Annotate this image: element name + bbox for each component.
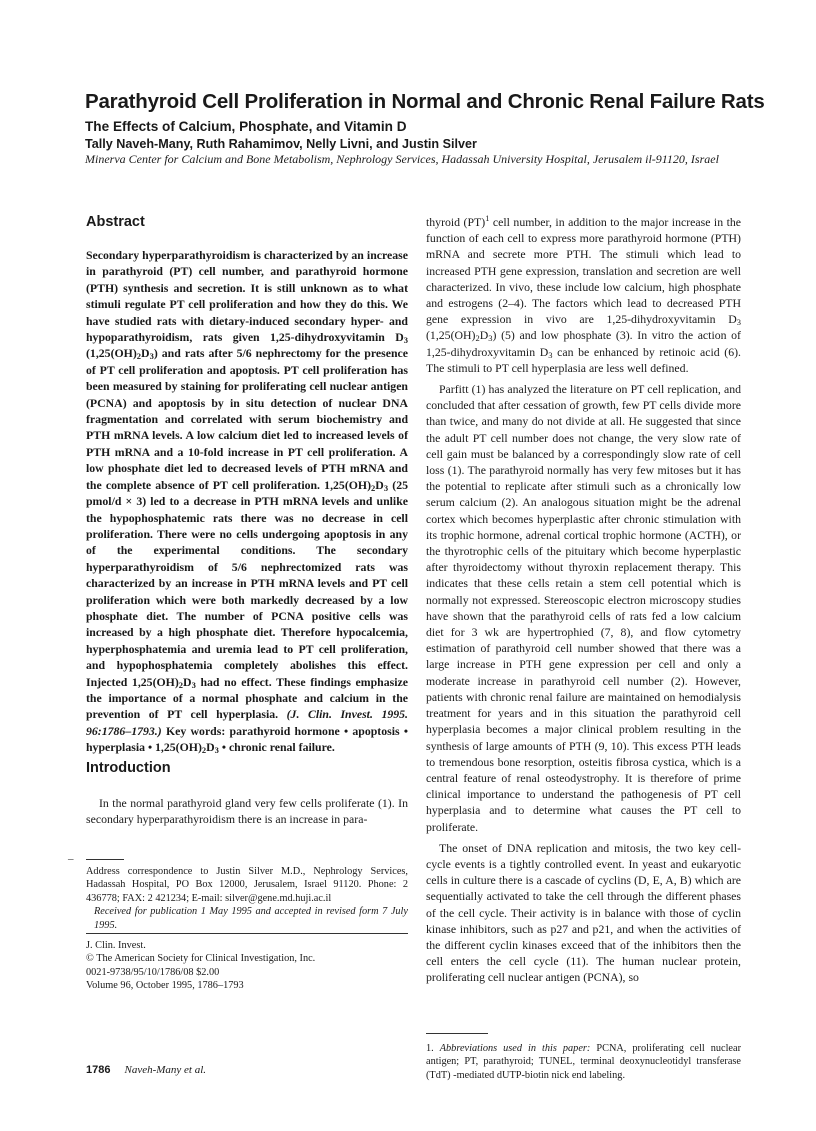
margin-dash: – [68,853,74,865]
publication-rule [86,933,408,934]
text-run: can be enhanced by retinoic acid (6). The stimuli to PT cell hyperplasia are less well defined. [426,344,741,375]
subscript: 3 [149,351,154,362]
abstract-text-part: ) and rats after 5/6 nephrectomy for the presence of PT cell proliferation and apoptosis. PT cell proliferation has been measured by staining for proliferating cell nuclear antigen (PCNA) and apoptosis by in situ detection of nuclear DNA fragmentation and correlated with serum biochemistry and PTH mRNA levels. A low calcium diet led to increased levels of PTH mRNA and a 10-fold increase in PT cell proliferation. A low phosphate diet led to decreased levels of PTH mRNA and the complete absence of PT cell proliferation. 1,25(OH) [86,346,408,492]
article-title: Parathyroid Cell Proliferation in Normal and Chronic Renal Failure Rats [85,90,765,113]
abstract-text-part: (1,25(OH) [86,346,137,361]
article-code: 0021-9738/95/10/1786/08 $2.00 [86,966,220,978]
abstract-heading: Abstract [86,214,145,230]
paragraph: Parfitt (1) has analyzed the literature on PT cell replication, and concluded that after cessation of growth, few PT cells divide more than twice, and many do not divide at all. He suggested that since the adult PT cell number does not change, the very slow rate of cell gain must be balanced by a correspondingly slow rate of cell loss (1). The parathyroid normally has very few mitoses but it has the potential to replicate after stimuli such as a chronically low serum calcium (2). An analogous situation might be the adrenal cortex which becomes hyperplastic after chronic stimulation with its trophic hormone, adrenal cortical trophic hormone (ACTH), or the thyrotrophic cells of the pituitary which become hyperplastic after thyroidectomy without thyroxin replacement therapy. This indicates that these cells retain a stem cell potential which is normally not expressed. Stereoscopic electron microscopy studies have shown that the parathyroid cells of rats fed a low calcium diet for 3 wk are hypertrophied (7, 8), and flow cytometry estimation of parathyroid cell number showed that there was a large increase in PTH gene expression per cell and only a moderate increase in parathyroid cell number (2). However, patients with chronic renal failure are maintained on hemodialysis treatment for years and in this situation the parathyroid cell hyperplasia becomes a major clinical problem resulting in the synthesis of large amounts of PTH (9, 10). This excess PTH leads to tremendous bone resorption, osteitis fibrosa cystica, which is a central feature of renal osteodystrophy. It is therefore of prime clinical importance to understand the pathogenesis of PT cell hyperplasia and to determine what causes the PT cell to proliferate. [426,382,741,834]
subscript: 2 [475,333,480,344]
abstract-text-part: Secondary hyperparathyroidism is characterized by an increase in parathyroid (PT) cell number, and parathyroid hormone (PTH) synthesis and secretion. It is still unknown as to what stimuli regulate PT cell proliferation and how they do this. We have studied rats with dietary-induced secondary hyper- and hypoparathyroidism, rats given 1,25-dihydroxyvitamin D [86,248,408,345]
subscript: 2 [201,745,207,756]
abstract-text-part: D [183,674,192,689]
introduction-heading: Introduction [86,760,171,776]
paragraph: In the normal parathyroid gland very few cells proliferate (1). In secondary hyperparathyroidism there is an increase in para- [86,796,408,827]
introduction-text-left [86,795,408,827]
keywords: Key words: parathyroid hormone • apoptosis • hyperplasia • 1,25(OH) [86,723,408,755]
correspondence-address: Address correspondence to Justin Silver M.D., Nephrology Services, Hadassah Hospital, PO Box 12000, Jerusalem, Israel 91120. Phone: 2 436778; FAX: 2 421234; E-mail: silver@gene.md.huji.ac.il [86,866,408,904]
abstract-text [86,247,408,756]
text-run: cell number, in addition to the major increase in the function of each cell to express more parathyroid hormone (PTH) mRNA and secrete more PTH. The stimuli which lead to increased PTH gene expression, translation and secretion are well characterized. In vivo, these include low calcium, high phosphate and estrogens (2–4). The factors which lead to decreased PTH gene expression in vivo are 1,25-dihydroxyvitamin D [426,215,741,327]
subscript: 3 [191,679,196,690]
publication-info [86,939,408,992]
text-run: D [479,328,489,343]
footnote-marker: 1 [485,213,490,224]
text-run: thyroid (PT) [426,215,486,229]
subscript: 2 [178,679,184,690]
subscript: 3 [488,333,493,344]
abstract-text-part: D [141,346,150,361]
copyright-line: © The American Society for Clinical Investigation, Inc. [86,953,316,965]
subscript: 3 [403,335,408,346]
text-run: (1,25(OH) [426,328,476,343]
volume-line: Volume 96, October 1995, 1786–1793 [86,979,244,991]
text-run: ) (5) and low phosphate (3). In vitro the action of 1,25-dihydroxyvitamin D [426,328,741,359]
running-head: Naveh-Many et al. [124,1064,207,1076]
page-number: 1786 [86,1064,111,1076]
keywords: D [206,740,215,755]
keywords: • chronic renal failure. [218,740,335,755]
paragraph: The onset of DNA replication and mitosis, the two key cell-cycle events is a tightly controlled event. In yeast and eukaryotic cells in culture there is a cascade of cyclins (D, E, A, B) which are sequentially activated to take the cell through the different phases of the cell cycle. Their activity is in balance with those of cyclin kinase inhibitors, such as p27 and p21, and when the activities of the different cyclin kinases exceed that of the inhibitors then the cell enters the cell cycle (11). The human nuclear protein, proliferating cell nuclear antigen (PCNA), so [426,840,741,985]
abbreviations-footnote [426,1042,741,1082]
footnote-text: PCNA, proliferating cell nuclear antigen; PT, parathyroid; TUNEL, terminal deoxynucleotidyl transferase (TdT) -mediated dUTP-biotin nick end labeling. [426,1043,742,1081]
journal-name: J. Clin. Invest. [86,940,146,951]
correspondence-note [86,865,408,932]
introduction-text-right [426,214,741,991]
abstract-text-part: had no effect. These findings emphasize the importance of a normal phosphate and calcium in the prevention of PT cell hyperplasia. [86,674,408,722]
author-list: Tally Naveh-Many, Ruth Rahamimov, Nelly Livni, and Justin Silver [85,137,477,151]
footnote-rule [426,1033,488,1034]
abstract-text-part: (25 pmol/d × 3) led to a decrease in PTH mRNA levels and unlike the hypophosphatemic rats there was no decrease in cell proliferation. There were no cells undergoing apoptosis in any of the experimental conditions. The secondary hyperparathyroidism of 5/6 nephrectomized rats was characterized by an increase in PTH mRNA levels and PT cell proliferation which were both markedly decreased by a low phosphate diet. The number of PCNA positive cells was increased by a high phosphate diet. Therefore hypocalcemia, hyperphosphatemia and uremia lead to PT cell proliferation, and hypophosphatemia completely abolishes this effect. Injected 1,25(OH) [86,477,408,689]
footnote-rule [86,859,124,860]
footnote-title: Abbreviations used in this paper: [439,1043,591,1054]
received-dates: Received for publication 1 May 1995 and accepted in revised form 7 July 1995. [94,906,408,931]
subscript: 3 [548,349,553,360]
subscript: 3 [383,482,389,493]
abstract-text-part: D [375,477,384,492]
subscript: 3 [736,317,741,328]
subscript: 3 [214,745,219,756]
subscript: 2 [371,482,376,493]
footnote-number: 1. [426,1043,440,1054]
subscript: 2 [136,351,142,362]
journal-citation: (J. Clin. Invest. 1995. 96:1786–1793.) [86,707,408,738]
author-affiliation: Minerva Center for Calcium and Bone Metabolism, Nephrology Services, Hadassah University Hospital, Jerusalem il-91120, Israel [85,152,719,166]
article-subtitle: The Effects of Calcium, Phosphate, and Vitamin D [85,119,407,134]
paragraph [426,214,741,376]
page-footer [86,1064,206,1076]
